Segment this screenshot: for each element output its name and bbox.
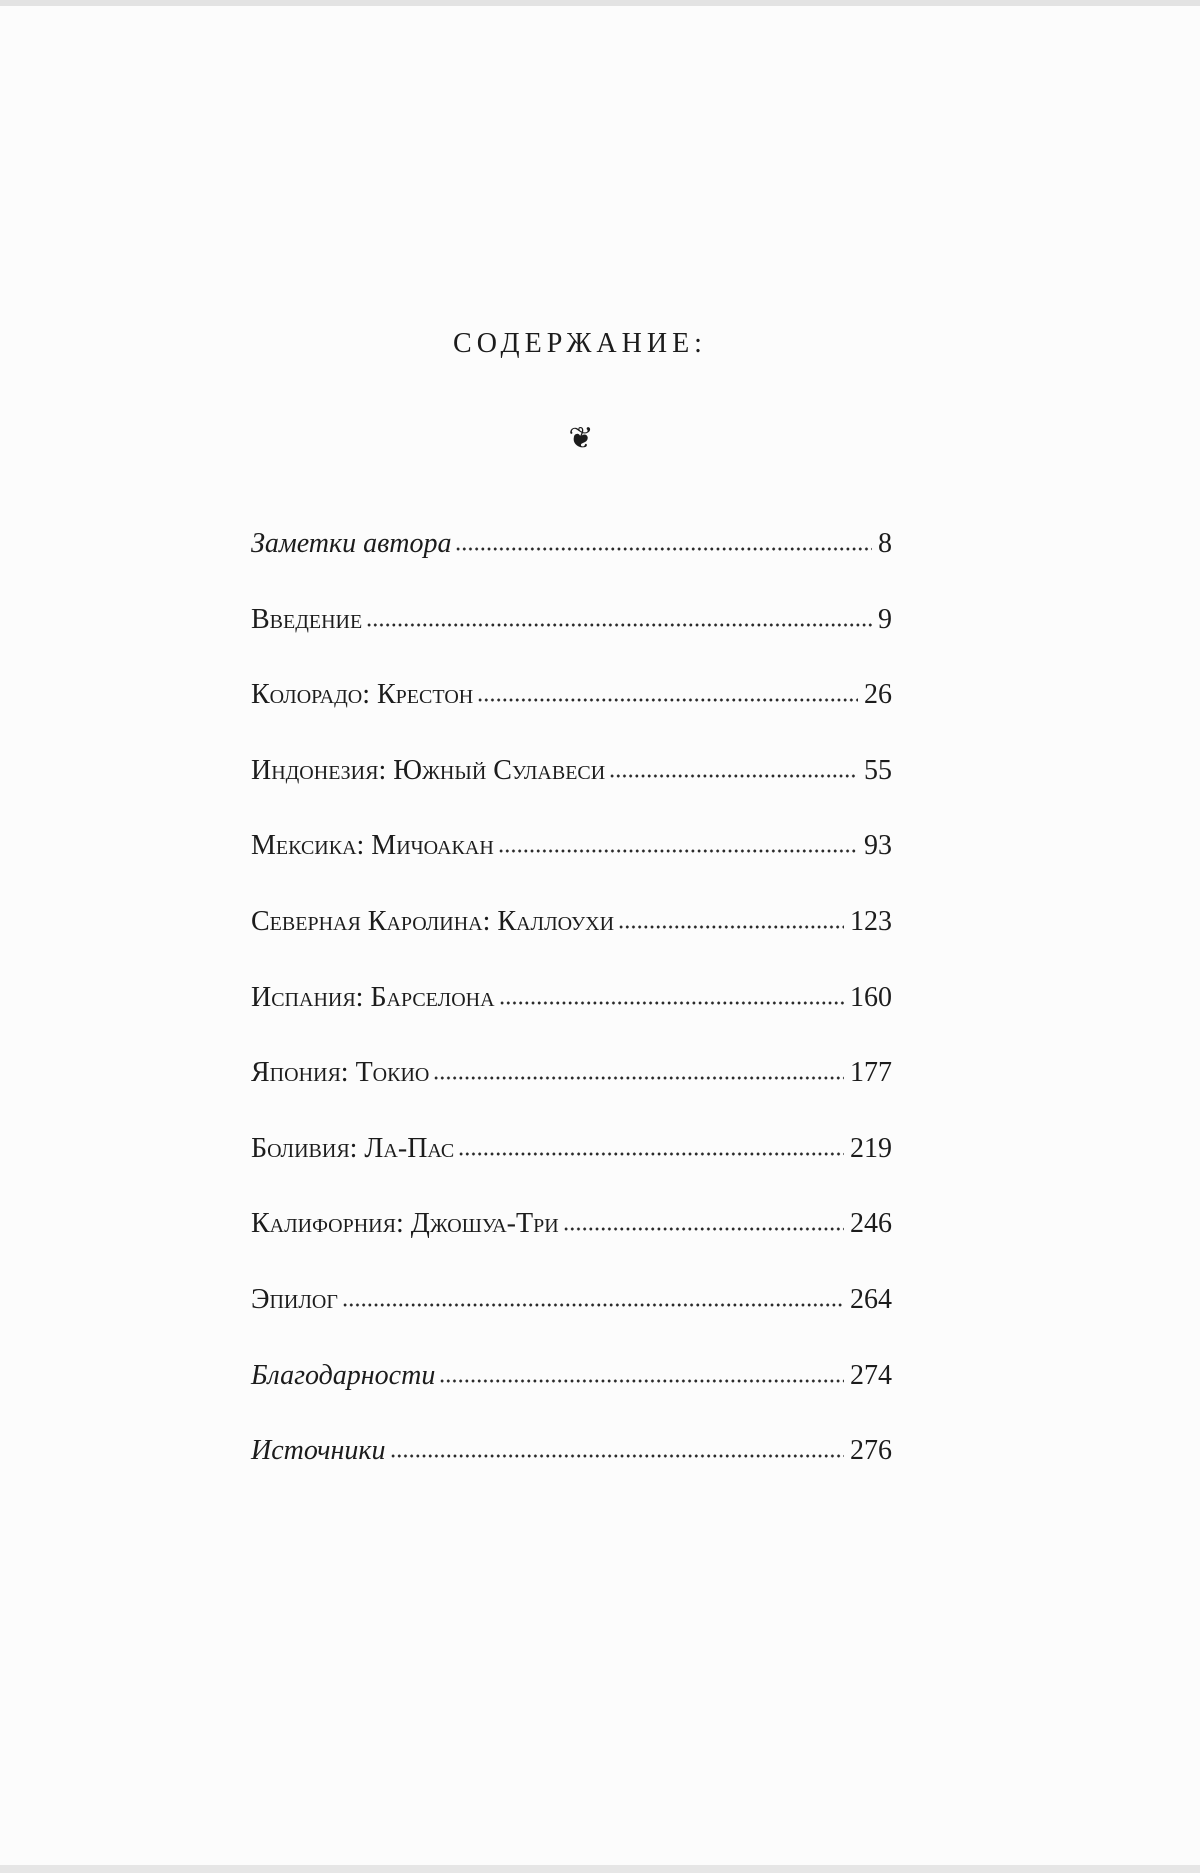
toc-entry-label: Мексика: Мичоакан	[251, 830, 494, 862]
toc-entry-page: 123	[850, 905, 892, 937]
toc-entry-label: Эпилог	[251, 1283, 338, 1315]
toc-entry-sources[interactable]	[251, 1428, 892, 1504]
toc-entry-introduction[interactable]	[251, 597, 892, 673]
dot-leader	[342, 1280, 844, 1310]
dot-leader	[498, 826, 858, 856]
dot-leader	[455, 524, 872, 554]
page-title: СОДЕРЖАНИЕ:	[453, 328, 707, 359]
toc-entry-page: 177	[850, 1057, 892, 1089]
toc-entry-label: Благодарности	[251, 1359, 436, 1391]
toc-entry-page: 9	[878, 603, 892, 635]
toc-entry-author-notes[interactable]	[251, 521, 892, 597]
toc-entry-page: 246	[850, 1208, 892, 1240]
toc-entry-page: 93	[864, 830, 892, 862]
toc-entry-page: 274	[850, 1359, 892, 1391]
toc-entry-label: Источники	[251, 1435, 386, 1467]
dot-leader	[458, 1129, 844, 1159]
toc-entry-label: Колорадо: Крестон	[251, 679, 474, 711]
dot-leader	[366, 600, 872, 630]
toc-entry-california[interactable]	[251, 1201, 892, 1277]
toc-entry-page: 55	[864, 754, 892, 786]
dot-leader	[390, 1431, 845, 1461]
dot-leader	[499, 978, 844, 1008]
toc-entry-page: 26	[864, 679, 892, 711]
toc-entry-label: Боливия: Ла-Пас	[251, 1132, 455, 1164]
floral-heart-icon: ❦	[568, 422, 594, 455]
toc-list	[251, 521, 892, 1504]
toc-entry-indonesia[interactable]	[251, 748, 892, 824]
toc-entry-label: Заметки автора	[251, 528, 452, 559]
dot-leader	[609, 751, 858, 781]
toc-entry-bolivia[interactable]	[251, 1126, 892, 1202]
book-page	[0, 6, 1200, 1865]
toc-entry-page: 264	[850, 1283, 892, 1315]
toc-entry-page: 276	[850, 1435, 892, 1467]
toc-entry-label: Испания: Барселона	[251, 981, 495, 1013]
toc-entry-label: Калифорния: Джошуа-Три	[251, 1208, 559, 1240]
toc-entry-label: Северная Каролина: Каллоухи	[251, 905, 615, 937]
toc-entry-mexico[interactable]	[251, 823, 892, 899]
toc-entry-epilogue[interactable]	[251, 1277, 892, 1353]
toc-entry-north-carolina[interactable]	[251, 899, 892, 975]
dot-leader	[618, 902, 844, 932]
dot-leader	[477, 675, 858, 705]
toc-entry-page: 219	[850, 1132, 892, 1164]
toc-entry-label: Япония: Токио	[251, 1057, 430, 1089]
dot-leader	[433, 1053, 844, 1083]
dot-leader	[439, 1356, 844, 1386]
toc-entry-acknowledgments[interactable]	[251, 1353, 892, 1429]
toc-entry-colorado[interactable]	[251, 672, 892, 748]
dot-leader	[563, 1204, 844, 1234]
toc-entry-page: 8	[878, 528, 892, 559]
bottom-edge	[0, 1865, 1200, 1873]
toc-entry-spain[interactable]	[251, 975, 892, 1051]
toc-entry-label: Индонезия: Южный Сулавеси	[251, 754, 606, 786]
toc-entry-page: 160	[850, 981, 892, 1013]
toc-entry-japan[interactable]	[251, 1050, 892, 1126]
toc-entry-label: Введение	[251, 603, 363, 635]
